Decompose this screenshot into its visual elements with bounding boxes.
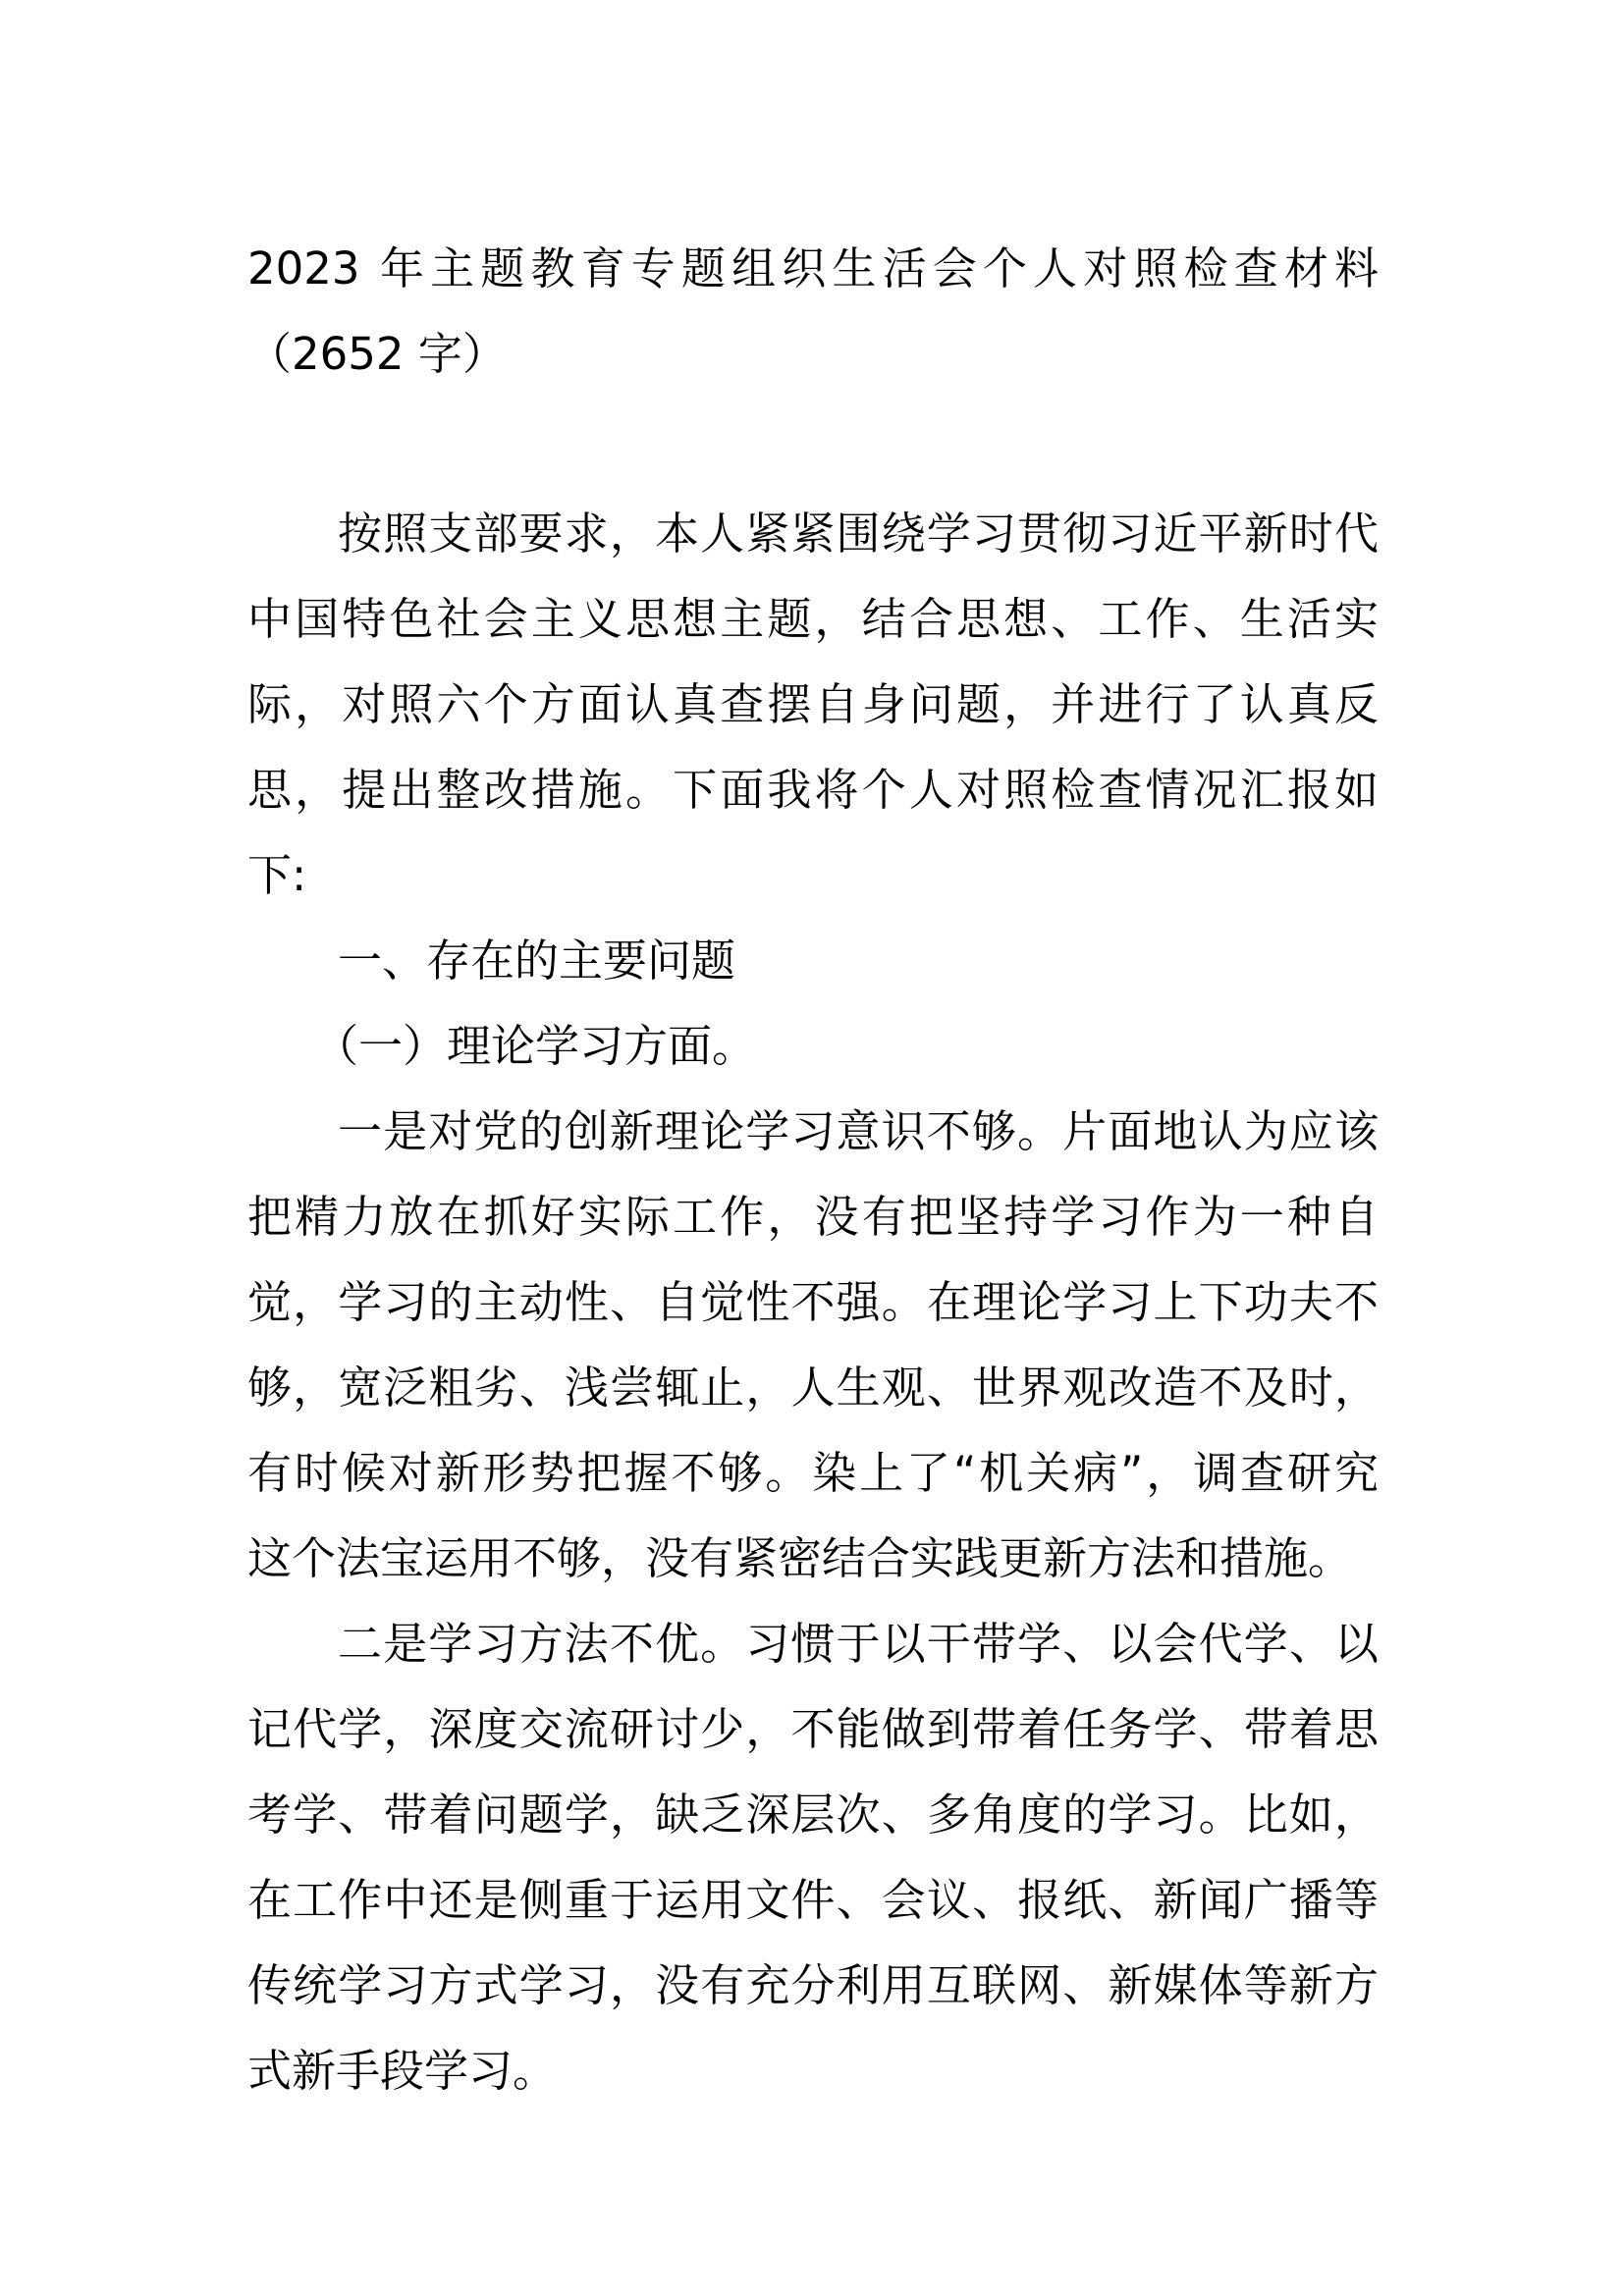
title-spacer [247,397,1379,491]
intro-line: 际，对照六个方面认真查摆自身问题，并进行了认真反 [247,678,1379,730]
document-title-line-2: （2652 字） [247,328,507,380]
intro-line: 思，提出整改措施。下面我将个人对照检查情况汇报如 [247,764,1379,816]
paragraph-line: 一是对党的创新理论学习意识不够。片面地认为应该 [338,1105,1379,1157]
paragraph-line: 这个法宝运用不够，没有紧密结合实践更新方法和措施。 [247,1532,1353,1584]
paragraph-line: 在工作中还是侧重于运用文件、会议、报纸、新闻广播等 [247,1874,1379,1926]
paragraph-line: 考学、带着问题学，缺乏深层次、多角度的学习。比如， [247,1789,1379,1841]
subsection-heading: （一）理论学习方面。 [314,1020,757,1072]
paragraph-learning-methods [247,1601,1379,2113]
document-page [247,226,1379,2113]
paragraph-line: 记代学，深度交流研讨少，不能做到带着任务学、带着思 [247,1703,1379,1755]
paragraph-line: 二是学习方法不优。习惯于以干带学、以会代学、以 [338,1618,1379,1670]
intro-line: 下: [247,849,307,901]
paragraph-line: 有时候对新形势把握不够。染上了“机关病”，调查研究 [247,1447,1379,1499]
paragraph-line: 传统学习方式学习，没有充分利用互联网、新媒体等新方 [247,1959,1379,2011]
intro-line: 中国特色社会主义思想主题，结合思想、工作、生活实 [247,593,1379,645]
paragraph-line: 式新手段学习。 [247,2045,558,2097]
paragraph-line: 把精力放在抓好实际工作，没有把坚持学习作为一种自 [247,1191,1379,1243]
section-heading: 一、存在的主要问题 [338,934,736,987]
intro-line: 按照支部要求，本人紧紧围绕学习贯彻习近平新时代 [338,507,1379,560]
paragraph-line: 够，宽泛粗劣、浅尝辄止，人生观、世界观改造不及时， [247,1362,1379,1414]
document-title-line-1: 2023 年主题教育专题组织生活会个人对照检查材料 [247,242,1379,294]
paragraph-theory-awareness [247,1089,1379,1601]
paragraph-line: 觉，学习的主动性、自觉性不强。在理论学习上下功夫不 [247,1276,1379,1328]
intro-paragraph [247,491,1379,918]
